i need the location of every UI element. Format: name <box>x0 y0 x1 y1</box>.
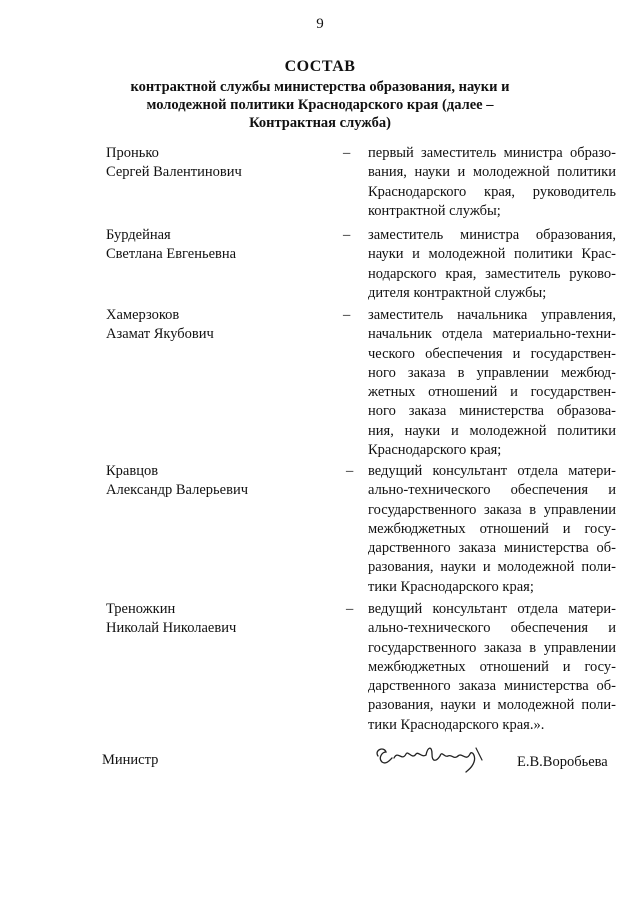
role-line: дарственного заказа министерства об- <box>368 540 616 557</box>
member-name: Пронько Сергей Валентинович <box>106 145 242 180</box>
role-line: ведущий консультант отдела матери- <box>368 463 616 479</box>
role-line: контрактной службы; <box>368 202 501 219</box>
dash-separator: – <box>346 463 354 479</box>
member-name: Кравцов Александр Валерьевич <box>106 463 248 498</box>
member-role <box>368 226 616 303</box>
member-name: Бурдейная Светлана Евгеньевна <box>106 227 237 262</box>
role-line: ческого обеспечения и государствен- <box>368 345 616 362</box>
dash-separator: – <box>346 601 354 617</box>
document-title: СОСТАВ <box>284 58 356 75</box>
role-line: Краснодарского края, руководитель <box>368 183 616 200</box>
dash-separator: – <box>343 145 351 161</box>
role-line: тики Краснодарского края; <box>368 578 534 595</box>
role-line: разования, науки и молодежной поли- <box>368 697 616 714</box>
role-line: нодарского края, заместитель руково- <box>368 265 616 282</box>
role-line: тики Краснодарского края.». <box>368 716 545 733</box>
role-line: Краснодарского края; <box>368 442 502 459</box>
role-line: вания, науки и молодежной политики <box>368 164 616 181</box>
page-number: 9 <box>316 16 324 32</box>
document-heading <box>120 58 520 132</box>
role-line: начальник отдела материально-техни- <box>368 326 616 343</box>
role-line: первый заместитель министра образо- <box>368 145 616 161</box>
subtitle-line: Контрактная служба) <box>249 115 391 131</box>
member-role <box>368 306 616 460</box>
minister-name: Е.В.Воробьева <box>517 754 608 770</box>
role-line: ально-технического обеспечения и <box>368 482 616 499</box>
role-line: ния, науки и молодежной политики <box>368 422 616 439</box>
role-line: ведущий консультант отдела матери- <box>368 601 616 617</box>
member-role <box>368 600 616 735</box>
role-line: ного заказа министерства образова- <box>368 403 616 420</box>
role-line: межбюджетных отношений и госу- <box>368 520 616 537</box>
role-line: разования, науки и молодежной поли- <box>368 559 616 576</box>
role-line: заместитель министра образования, <box>368 227 616 243</box>
role-line: государственного заказа в управлении <box>368 501 616 518</box>
subtitle-line: контрактной службы министерства образования, науки и <box>130 79 510 95</box>
role-line: государственного заказа в управлении <box>368 639 616 656</box>
subtitle-line: молодежной политики Краснодарского края (далее – <box>146 97 494 113</box>
minister-title: Министр <box>102 752 159 768</box>
role-line: науки и молодежной политики Крас- <box>368 246 616 263</box>
signature-image <box>372 740 484 774</box>
role-line: жетных отношений и государствен- <box>368 384 616 401</box>
role-line: дарственного заказа министерства об- <box>368 678 616 695</box>
role-line: ально-технического обеспечения и <box>368 620 616 637</box>
member-role <box>368 144 616 221</box>
member-name: Треножкин Николай Николаевич <box>106 601 237 636</box>
member-role <box>368 462 616 597</box>
dash-separator: – <box>343 227 351 243</box>
role-line: ного заказа в управлении межбюд- <box>368 364 616 381</box>
role-line: межбюджетных отношений и госу- <box>368 658 616 675</box>
role-line: заместитель начальника управления, <box>368 307 616 323</box>
dash-separator: – <box>343 307 351 323</box>
role-line: дителя контрактной службы; <box>368 284 547 301</box>
member-name: Хамерзоков Азамат Якубович <box>106 307 214 342</box>
